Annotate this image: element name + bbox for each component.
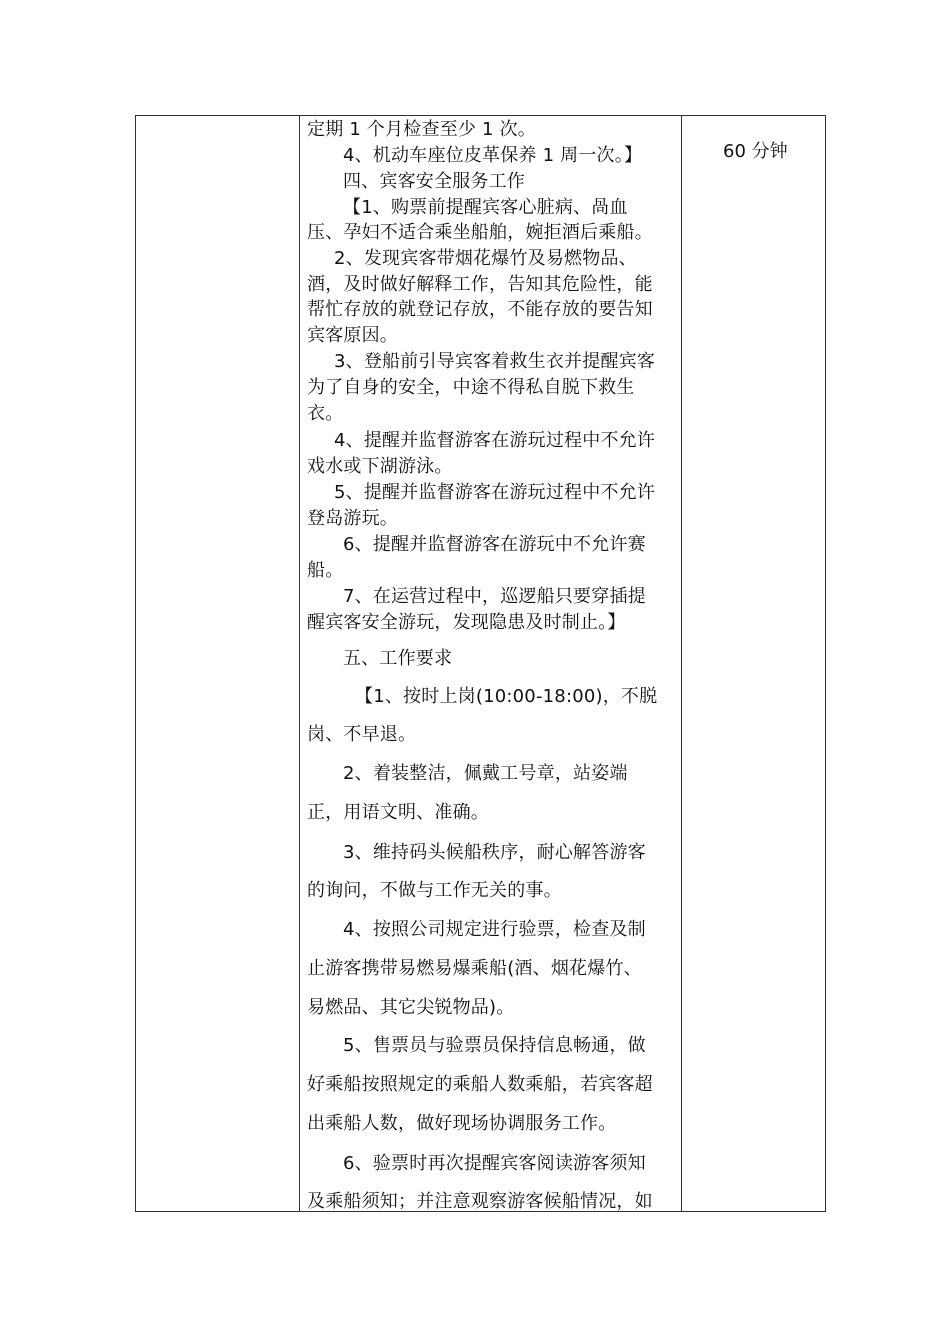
text-line: 2、发现宾客带烟花爆竹及易燃物品、 [334, 248, 637, 269]
text-line: 2、着装整洁，佩戴工号章，站姿端 [343, 763, 628, 784]
text-line: 【1、购票前提醒宾客心脏病、咼血 [343, 197, 628, 218]
text-line: 7、在运营过程中，巡逻船只要穿插提 [343, 586, 646, 607]
text-line: 4、机动车座位皮革保养 1 周一次。】 [343, 145, 643, 166]
text-line: 压、孕妇不适合乘坐船舶，婉拒酒后乘船。 [307, 222, 653, 243]
text-line: 5、售票员与验票员保持信息畅通，做 [343, 1035, 646, 1056]
text-line: 6、验票时再次提醒宾客阅读游客须知 [343, 1153, 646, 1174]
text-line: 酒，及时做好解释工作，告知其危险性，能 [307, 274, 653, 295]
text-line: 定期 1 个月检查至少 1 次。 [307, 119, 536, 140]
text-line: 6、提醒并监督游客在游玩中不允许赛 [343, 534, 646, 555]
text-line: 【1、按时上岗(10:00-18:00)，不脱 [355, 686, 658, 707]
text-line: 戏水或下湖游泳。 [307, 456, 453, 477]
text-line: 宾客原因。 [307, 325, 398, 346]
text-line: 的询问，不做与工作无关的事。 [307, 880, 562, 901]
text-line: 5、提醒并监督游客在游玩过程中不允许 [334, 482, 656, 503]
text-line: 好乘船按照规定的乘船人数乘船，若宾客超 [307, 1074, 653, 1095]
schedule-table [135, 115, 826, 1212]
text-line: 登岛游玩。 [307, 508, 398, 529]
text-line: 3、维持码头候船秩序，耐心解答游客 [343, 842, 646, 863]
text-line: 帮忙存放的就登记存放，不能存放的要告知 [307, 299, 653, 320]
column-divider-2 [681, 116, 682, 1211]
section-heading: 四、宾客安全服务工作 [343, 171, 525, 192]
text-line: 正，用语文明、准确。 [307, 802, 489, 823]
text-line: 4、提醒并监督游客在游玩过程中不允许 [334, 430, 656, 451]
column-divider-1 [299, 116, 300, 1211]
text-line: 醒宾客安全游玩，发现隐患及时制止。】 [307, 612, 626, 633]
section-heading: 五、工作要求 [343, 648, 453, 669]
text-line: 及乘船须知；并注意观察游客候船情况，如 [307, 1191, 653, 1212]
text-line: 船。 [307, 560, 344, 581]
text-line: 出乘船人数，做好现场协调服务工作。 [307, 1113, 617, 1134]
text-line: 易燃品、其它尖锐物品)。 [307, 997, 515, 1018]
duration-cell: 60 分钟 [723, 141, 788, 162]
text-line: 4、按照公司规定进行验票，检查及制 [343, 919, 646, 940]
text-line: 3、登船前引导宾客着救生衣并提醒宾客 [334, 351, 656, 372]
text-line: 岗、不早退。 [307, 724, 417, 745]
text-line: 为了自身的安全，中途不得私自脱下救生 [307, 377, 635, 398]
text-line: 止游客携带易燃易爆乘船(酒、烟花爆竹、 [307, 958, 642, 979]
text-line: 衣。 [307, 403, 344, 424]
